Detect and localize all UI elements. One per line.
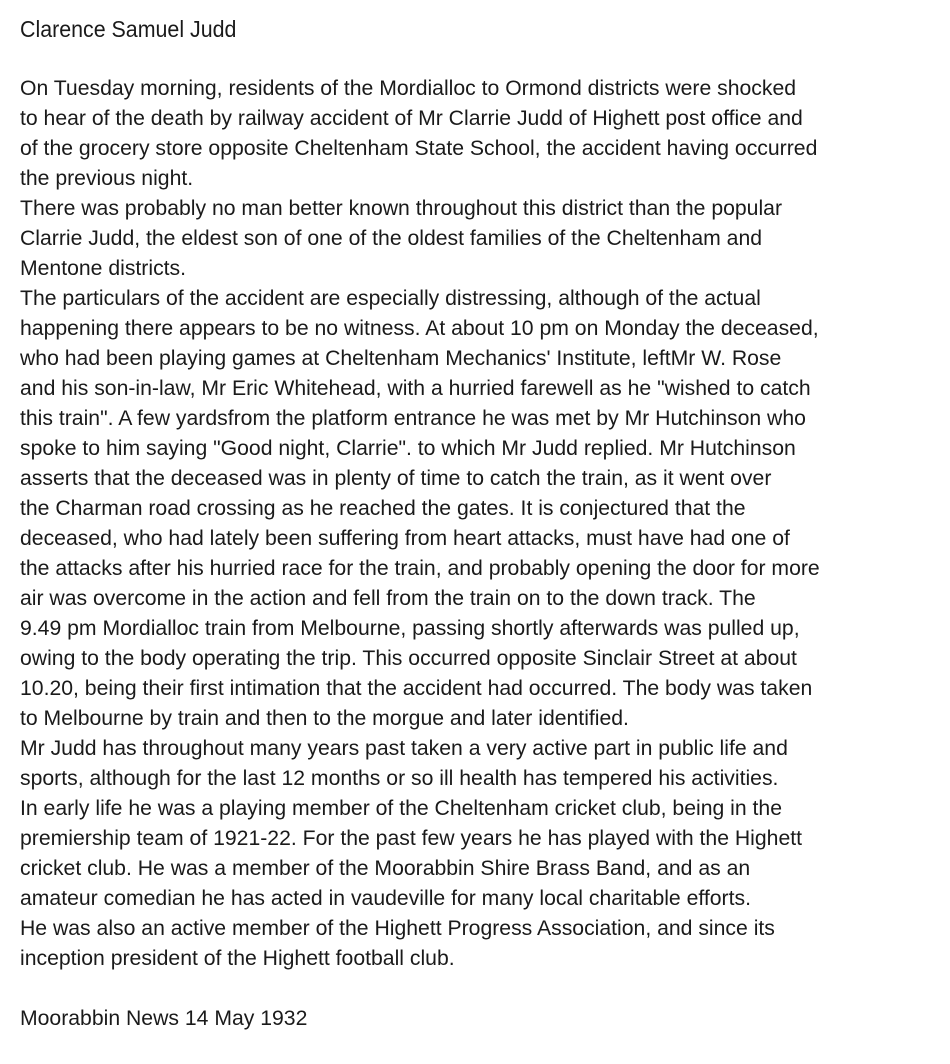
body-line: 10.20, being their first intimation that the accident had occurred. The body was taken: [20, 677, 813, 700]
article-source: Moorabbin News 14 May 1932: [20, 1007, 308, 1030]
body-line: and his son-in-law, Mr Eric Whitehead, with a hurried farewell as he "wished to catch: [20, 377, 811, 400]
body-line: deceased, who had lately been suffering from heart attacks, must have had one of: [20, 527, 790, 550]
article-body: [20, 74, 940, 974]
body-line: inception president of the Highett football club.: [20, 947, 455, 970]
body-line: The particulars of the accident are especially distressing, although of the actual: [20, 287, 761, 310]
body-line: who had been playing games at Cheltenham Mechanics' Institute, leftMr W. Rose: [20, 347, 782, 370]
body-line: of the grocery store opposite Cheltenham State School, the accident having occurred: [20, 137, 818, 160]
body-line: happening there appears to be no witness. At about 10 pm on Monday the deceased,: [20, 317, 819, 340]
body-line: Mr Judd has throughout many years past taken a very active part in public life and: [20, 737, 788, 760]
body-line: Clarrie Judd, the eldest son of one of the oldest families of the Cheltenham and: [20, 227, 763, 250]
body-line: sports, although for the last 12 months or so ill health has tempered his activities.: [20, 767, 779, 790]
body-line: In early life he was a playing member of the Cheltenham cricket club, being in the: [20, 797, 782, 820]
body-line: to Melbourne by train and then to the morgue and later identified.: [20, 707, 629, 730]
body-line: the Charman road crossing as he reached the gates. It is conjectured that the: [20, 497, 746, 520]
body-line: amateur comedian he has acted in vaudeville for many local charitable efforts.: [20, 887, 751, 910]
body-line: the attacks after his hurried race for the train, and probably opening the door for more: [20, 557, 820, 580]
article: [20, 14, 940, 1034]
body-line: this train". A few yardsfrom the platform entrance he was met by Mr Hutchinson who: [20, 407, 806, 430]
body-line: Mentone districts.: [20, 257, 187, 280]
body-line: premiership team of 1921-22. For the past few years he has played with the Highett: [20, 827, 803, 850]
body-line: 9.49 pm Mordialloc train from Melbourne, passing shortly afterwards was pulled up,: [20, 617, 800, 640]
body-line: the previous night.: [20, 167, 194, 190]
body-line: He was also an active member of the Highett Progress Association, and since its: [20, 917, 775, 940]
body-line: owing to the body operating the trip. This occurred opposite Sinclair Street at about: [20, 647, 797, 670]
body-line: cricket club. He was a member of the Moorabbin Shire Brass Band, and as an: [20, 857, 751, 880]
spacer: [20, 974, 940, 1004]
body-line: air was overcome in the action and fell from the train on to the down track. The: [20, 587, 756, 610]
body-line: asserts that the deceased was in plenty of time to catch the train, as it went over: [20, 467, 772, 490]
body-line: spoke to him saying "Good night, Clarrie". to which Mr Judd replied. Mr Hutchinson: [20, 437, 796, 460]
body-line: to hear of the death by railway accident of Mr Clarrie Judd of Highett post office and: [20, 107, 803, 130]
article-title: Clarence Samuel Judd: [20, 16, 237, 42]
body-line: There was probably no man better known throughout this district than the popular: [20, 197, 783, 220]
body-line: On Tuesday morning, residents of the Mordialloc to Ormond districts were shocked: [20, 77, 797, 100]
